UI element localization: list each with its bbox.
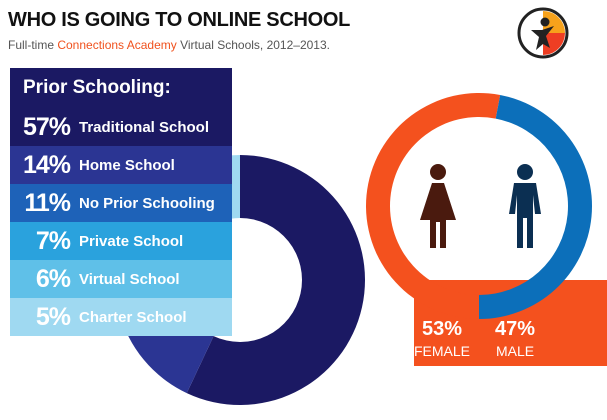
legend-row-no-prior-schooling [10,184,232,222]
subtitle-brand: Connections Academy [57,38,177,52]
legend-row-private-school [10,222,232,260]
legend-percent: 14% [22,150,70,179]
female-name: FEMALE [413,343,470,359]
legend-label: Virtual School [79,270,180,288]
legend-percent: 11% [24,188,70,217]
male-figure-icon [509,164,541,248]
female-figure-icon [420,164,456,248]
legend-label: No Prior Schooling [79,194,215,212]
legend-row-charter-school [10,298,232,336]
legend-percent: 57% [22,112,70,141]
legend-label: Traditional School [79,118,210,136]
subtitle-suffix: Virtual Schools, 2012–2013. [176,38,330,52]
legend-row-home-school [10,146,232,184]
male-label [483,318,547,359]
legend-percent: 5% [35,302,70,331]
prior-schooling-legend [10,68,232,336]
male-percent: 47% [494,318,536,340]
legend-row-virtual-school [10,260,232,298]
legend-label: Charter School [79,308,187,326]
page-title: WHO IS GOING TO ONLINE SCHOOL [8,9,351,31]
legend-title: Prior Schooling: [10,68,232,108]
female-label [410,318,474,359]
legend-row-traditional-school [10,108,232,146]
legend-percent: 7% [35,226,70,255]
female-percent: 53% [421,318,463,340]
legend-percent: 6% [35,264,70,293]
male-name: MALE [495,343,535,359]
subtitle-prefix: Full-time [8,38,58,52]
legend-label: Private School [79,232,184,250]
legend-label: Home School [79,156,175,174]
